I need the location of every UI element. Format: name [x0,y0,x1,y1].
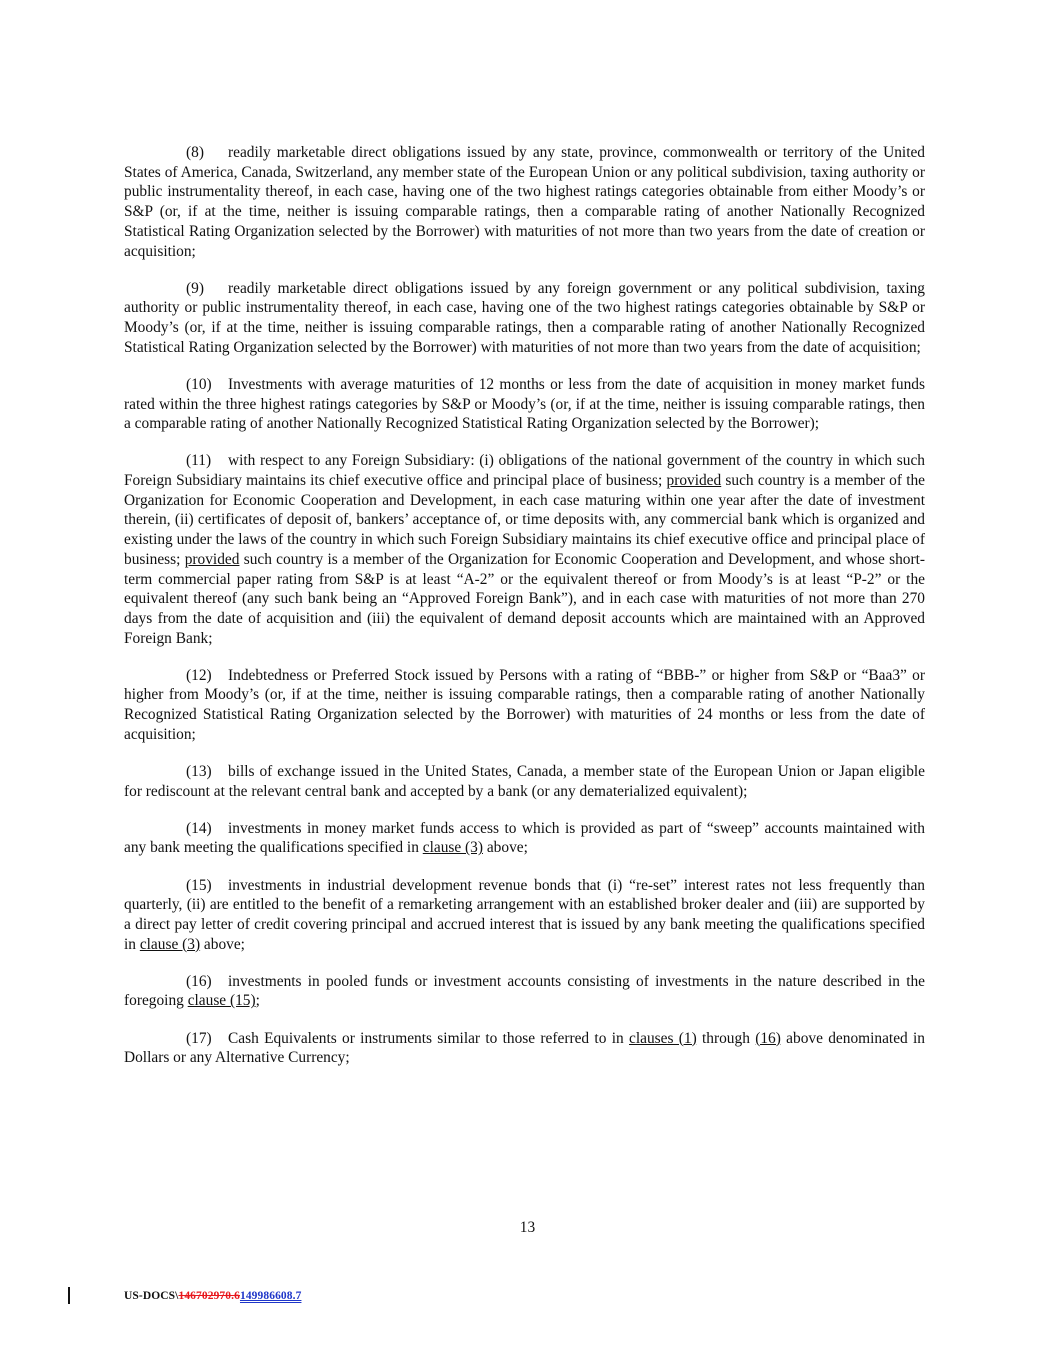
clause-number: (12) [186,666,212,684]
clause-text: such country is a member of the Organization for Economic Cooperation and Development, in each case maturing within one year after the date of investment therein, (ii) certificates of deposit of, bankers’ acceptance of, or time deposits with, any commercial bank which is organized and existing under the laws of the country in which such Foreign Subsidiary maintains its chief executive office and principal place of business; [124,472,925,568]
clause-text: readily marketable direct obligations issued by any state, province, commonwealth or territory of the United States of America, Canada, Switzerland, any member state of the European Union or any political subdivision, taxing authority or public instrumentality thereof, in each case, having one of the two highest ratings categories obtainable from either Moody’s or S&P (or, if at the time, neither is issuing comparable ratings, then a comparable rating of another Nationally Recognized Statistical Rating Organization selected by the Borrower) with maturities of not more than two years from the date of creation or acquisition; [124,144,925,260]
clause-text: through [696,1029,756,1047]
clause-text: investments in money market funds access to which is provided as part of “sweep” accounts maintained with any bank meeting the qualifications specified in [124,819,925,857]
clause-number: (10) [186,375,212,393]
clause-number: (13) [186,762,212,780]
clause-number: (14) [186,819,212,837]
clause-text: above; [200,935,245,953]
clause-number: (8) [186,144,204,161]
clause-text: ; [255,992,260,1010]
cross-reference: (16) [755,1029,781,1047]
cross-reference: clause (3) [422,839,483,857]
clause-number: (15) [186,876,212,894]
document-body [124,143,925,1085]
clause-paragraph [124,972,925,1011]
cross-reference: clauses (1) [629,1029,697,1047]
doc-id-inserted: 149986608.7 [239,1290,302,1302]
clause-text: investments in pooled funds or investment accounts consisting of investments in the nature described in the foregoing [124,972,925,1010]
clause-paragraph [124,1029,925,1068]
clause-text: Investments with average maturities of 12 months or less from the date of acquisition in money market funds rated within the three highest ratings categories by S&P or Moody’s (or, if at the time, neither is issuing comparable ratings, then a comparable rating of another Nationally Recognized Statistical Rating Organization selected by the Borrower); [124,375,925,433]
clause-paragraph [124,666,925,745]
clause-text: bills of exchange issued in the United States, Canada, a member state of the European Union or Japan eligible for rediscount at the relevant central bank and accepted by a bank (or any dematerialized equivalent); [124,762,925,800]
clause-text: Cash Equivalents or instruments similar to those referred to in [228,1029,629,1047]
clause-paragraph [124,819,925,858]
clause-number: (9) [186,279,204,297]
doc-id-deleted: 146702970.6 [178,1290,240,1302]
page-number: 13 [519,1219,536,1236]
clause-paragraph [124,762,925,801]
change-bar [68,1287,70,1304]
document-id [124,1290,301,1302]
clause-text: investments in industrial development revenue bonds that (i) “re-set” interest rates not less frequently than quarterly, (ii) are entitled to the benefit of a remarketing arrangement with an established broker dealer and (iii) are supported by a direct pay letter of credit covering principal and accrued interest that is issued by any bank meeting the qualifications specified in [124,876,925,953]
doc-id-prefix: US-DOCS\ [124,1290,179,1302]
clause-paragraph [124,876,925,955]
clause-paragraph [124,375,925,434]
clause-text: readily marketable direct obligations issued by any foreign government or any political subdivision, taxing authority or public instrumentality thereof, in each case, having one of the two highest ratings categories obtainable by S&P or Moody’s (or, if at the time, neither is issuing comparable ratings, then a comparable rating of another Nationally Recognized Statistical Rating Organization selected by the Borrower) with maturities of not more than two years from the date of acquisition; [124,279,925,356]
cross-reference: provided [184,550,240,568]
clause-text: above denominated in Dollars or any Alternative Currency; [124,1029,925,1067]
clause-number: (17) [186,1029,212,1047]
clause-text: above; [483,839,528,857]
clause-text: with respect to any Foreign Subsidiary: (i) obligations of the national government of the country in which such Foreign Subsidiary maintains its chief executive office and principal place of business; [124,452,925,490]
cross-reference: clause (15) [187,992,256,1010]
clause-paragraph [124,143,925,261]
clause-text: such country is a member of the Organization for Economic Cooperation and Development, and whose short-term commercial paper rating from S&P is at least “A-2” or the equivalent thereof or from Moody’s is at least “P-2” or the equivalent thereof (any such bank being an “Approved Foreign Bank”), and in each case with maturities of not more than 270 days from the date of acquisition and (iii) the equivalent of demand deposit accounts which are maintained with an Approved Foreign Bank; [124,550,925,647]
clause-paragraph [124,451,925,648]
cross-reference: provided [666,472,722,490]
clause-paragraph [124,279,925,358]
cross-reference: clause (3) [139,935,201,953]
clause-text: Indebtedness or Preferred Stock issued by Persons with a rating of “BBB-” or higher from S&P or “Baa3” or higher from Moody’s (or, if at the time, neither is issuing comparable ratings, then a comparable rating of another Nationally Recognized Statistical Rating Organization selected by the Borrower) with maturities of 24 months or less from the date of acquisition; [124,666,925,743]
clause-number: (11) [186,452,212,470]
clause-number: (16) [186,972,212,990]
